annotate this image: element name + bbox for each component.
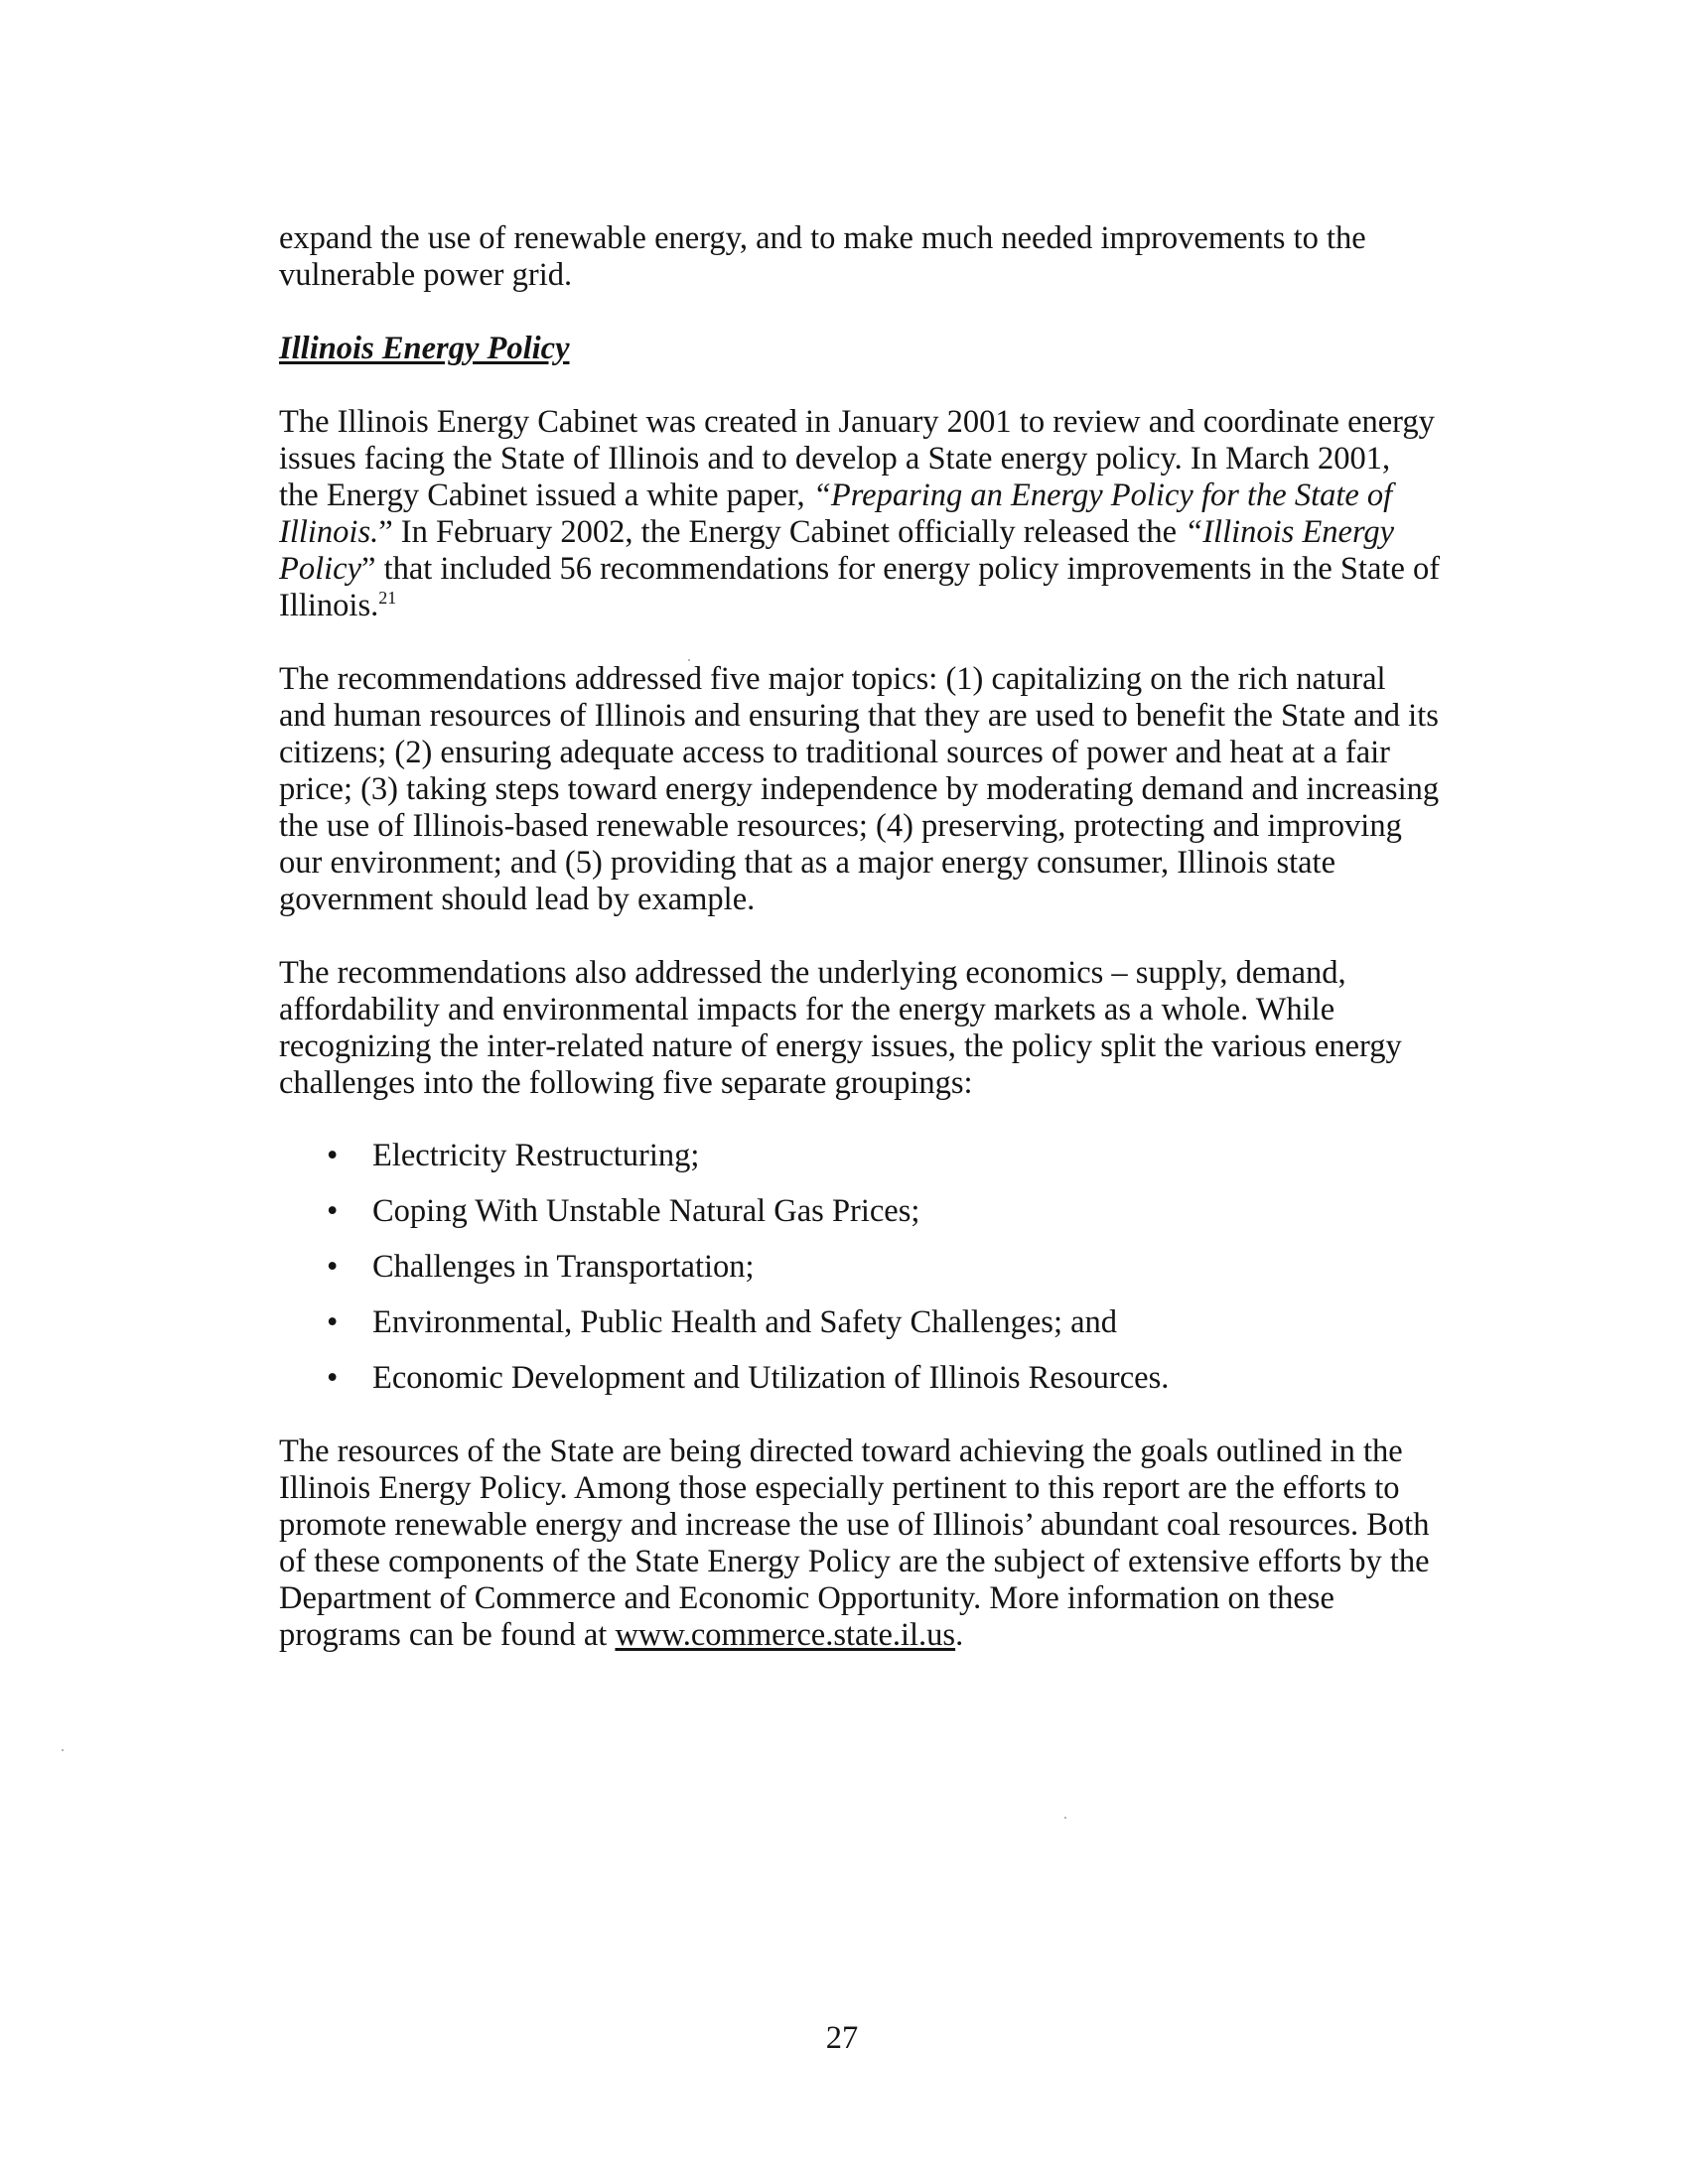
text-line: affordability and environmental impacts for the energy markets as a whole. While — [279, 992, 1335, 1027]
text-line: our environment; and (5) providing that as a major energy consumer, Illinois state — [279, 845, 1336, 881]
scan-speck — [62, 1749, 64, 1751]
intro-paragraph — [279, 220, 1471, 294]
text-line: The Illinois Energy Cabinet was created in January 2001 to review and coordinate energy — [279, 404, 1435, 440]
text-run: . — [955, 1617, 964, 1653]
list-item — [279, 1249, 1471, 1286]
text-run: ” that included 56 recommendations for energy policy improvements in the State of — [361, 551, 1441, 587]
section-heading: Illinois Energy Policy — [279, 331, 570, 366]
bullet-icon: • — [327, 1304, 339, 1340]
text-run: the Energy Cabinet issued a white paper, — [279, 478, 813, 513]
list-item — [279, 1193, 1471, 1230]
list-item — [279, 1304, 1471, 1341]
list-item — [279, 1138, 1471, 1174]
page-number: 27 — [825, 2020, 859, 2056]
text-line: Department of Commerce and Economic Opportunity. More information on these — [279, 1580, 1334, 1616]
list-item — [279, 1360, 1471, 1397]
footnote-reference: 21 — [378, 588, 397, 609]
policy-title: “Illinois Energy — [1185, 514, 1395, 550]
text-line: citizens; (2) ensuring adequate access to traditional sources of power and heat at a fair — [279, 735, 1390, 770]
text-line: promote renewable energy and increase the use of Illinois’ abundant coal resources. Both — [279, 1507, 1430, 1543]
text-line: The recommendations also addressed the underlying economics – supply, demand, — [279, 955, 1346, 991]
text-run: programs can be found at — [279, 1617, 616, 1653]
commerce-website-link[interactable]: www.commerce.state.il.us — [615, 1617, 956, 1653]
white-paper-title: “Preparing an Energy Policy for the State of — [812, 478, 1393, 513]
text-line: government should lead by example. — [279, 882, 756, 917]
text-line: issues facing the State of Illinois and to develop a State energy policy. In March 2001, — [279, 441, 1391, 477]
scan-speck — [1064, 1817, 1066, 1819]
text-line: price; (3) taking steps toward energy independence by moderating demand and increasing — [279, 771, 1440, 807]
text-run: ” In February 2002, the Energy Cabinet officially released the — [378, 514, 1186, 550]
text-line: expand the use of renewable energy, and to make much needed improvements to the — [279, 220, 1366, 256]
cabinet-paragraph — [279, 404, 1471, 624]
text-line: vulnerable power grid. — [279, 257, 573, 293]
bullet-icon: • — [327, 1193, 339, 1229]
text-line: Illinois. — [279, 588, 379, 623]
white-paper-title-end: Illinois. — [279, 514, 379, 550]
list-item-text: Coping With Unstable Natural Gas Prices; — [372, 1193, 920, 1229]
text-line: and human resources of Illinois and ensuring that they are used to benefit the State and its — [279, 698, 1439, 734]
policy-title-end: Policy — [279, 551, 362, 587]
groupings-list — [279, 1138, 1471, 1397]
list-item-text: Environmental, Public Health and Safety Challenges; and — [372, 1304, 1118, 1340]
text-line: recognizing the inter-related nature of energy issues, the policy split the various energy — [279, 1028, 1402, 1064]
text-line: The resources of the State are being directed toward achieving the goals outlined in the — [279, 1433, 1403, 1469]
text-line: challenges into the following five separate groupings: — [279, 1065, 973, 1101]
economics-paragraph — [279, 955, 1471, 1102]
text-line: the use of Illinois-based renewable resources; (4) preserving, protecting and improving — [279, 808, 1402, 844]
resources-paragraph — [279, 1433, 1471, 1654]
text-line: Illinois Energy Policy. Among those especially pertinent to this report are the efforts to — [279, 1470, 1400, 1506]
list-item-text: Challenges in Transportation; — [372, 1249, 755, 1285]
topics-paragraph — [279, 661, 1471, 918]
bullet-icon: • — [327, 1249, 339, 1285]
page-body — [279, 220, 1471, 1654]
scan-speck — [688, 659, 690, 661]
text-line: of these components of the State Energy Policy are the subject of extensive efforts by the — [279, 1544, 1430, 1579]
text-line: The recommendations addressed five major topics: (1) capitalizing on the rich natural — [279, 661, 1386, 697]
bullet-icon: • — [327, 1360, 339, 1396]
list-item-text: Electricity Restructuring; — [372, 1138, 700, 1173]
list-item-text: Economic Development and Utilization of Illinois Resources. — [372, 1360, 1170, 1396]
bullet-icon: • — [327, 1138, 339, 1173]
